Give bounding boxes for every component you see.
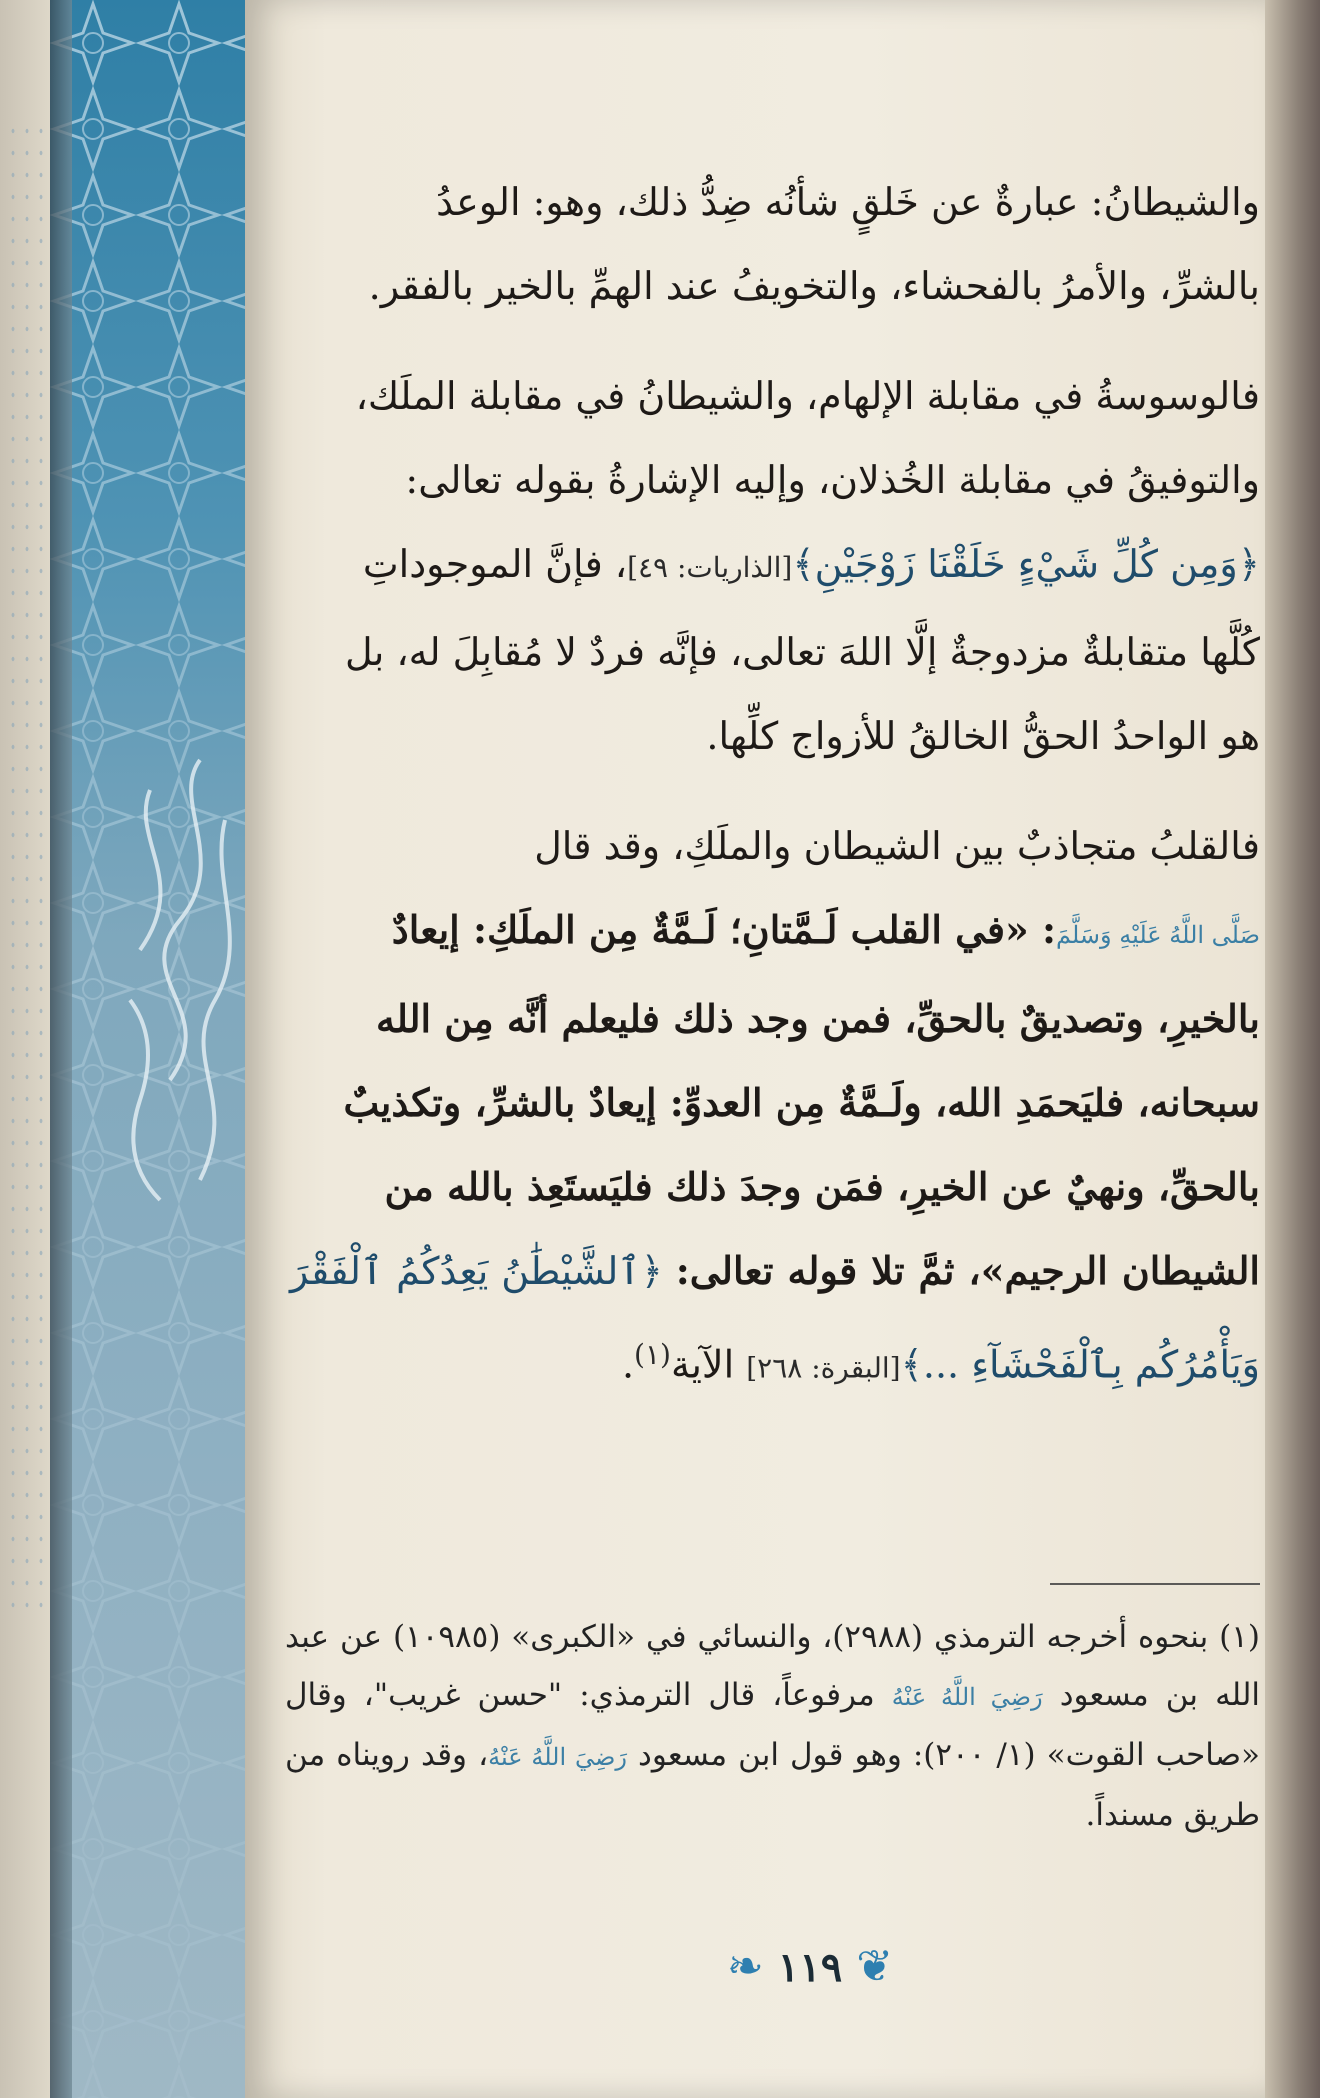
hadith-line-3: سبحانه، فليَحمَدِ الله، ولَـمَّةٌ مِن العدوِّ: إيعادٌ بالشرِّ، وتكذيبٌ <box>343 1080 1260 1125</box>
geometric-star-pattern <box>50 0 265 2098</box>
hadith-line-2: بالخيرِ، وتصديقٌ بالحقِّ، فمن وجد ذلك فليعلم أنَّه مِن الله <box>375 996 1260 1041</box>
p2-line-5: هو الواحدُ الحقُّ الخالقُ للأزواج كلِّها. <box>706 714 1260 758</box>
paragraph-3 <box>290 804 1260 1411</box>
p2-line-2: والتوفيقُ في مقابلة الخُذلان، وإليه الإشارةُ بقوله تعالى: <box>405 458 1260 502</box>
fleuron-icon: ❦ <box>856 1941 894 1992</box>
footnote <box>285 1608 1260 1844</box>
footnote-marker: (١) <box>634 1338 671 1371</box>
verse-reference: [الذاريات: ٤٩] <box>627 551 793 584</box>
footnote-honorific-2: رَضِيَ اللَّهُ عَنْهُ <box>488 1743 627 1771</box>
verse-ayah-word: الآية <box>670 1342 747 1387</box>
paragraph-2 <box>290 354 1260 778</box>
edge-dot-pattern <box>6 120 46 1620</box>
paragraph-1 <box>290 160 1260 328</box>
book-edge-right <box>1265 0 1320 2098</box>
quran-verse: وَمِن كُلِّ شَيْءٍ خَلَقْنَا زَوْجَيْنِ <box>814 542 1238 586</box>
p1-line-2: بالشرِّ، والأمرُ بالفحشاء، والتخويفُ عند الهمِّ بالخير بالفقر. <box>368 264 1260 308</box>
sentence-end: . <box>621 1342 635 1387</box>
hadith-line-1: : «في القلب لَـمَّتانِ؛ لَـمَّةٌ مِن الملَكِ: إيعادٌ <box>391 907 1056 952</box>
verse-reference-2: [البقرة: ٢٦٨] <box>746 1351 901 1385</box>
footnote-divider <box>1050 1583 1260 1585</box>
p2-verse-continuation: ، فإنَّ الموجوداتِ <box>362 542 628 586</box>
quran-open-bracket: ﴿ <box>1237 542 1260 586</box>
main-text <box>290 160 1260 1437</box>
footnote-part-3: ، وقد رويناه من طريق مسنداً. <box>285 1737 1260 1833</box>
p2-line-4: كُلَّها متقابلةٌ مزدوجةٌ إلَّا اللهَ تعالى، فإنَّه فردٌ لا مُقابِلَ له، بل <box>344 630 1260 674</box>
page-number-block <box>690 1932 930 2002</box>
footnote-part-1: (١) بنحوه أخرجه الترمذي (٢٩٨٨)، والنسائي في «الكبرى» (١٠٩٨٥) عن عبد الله بن مسعود <box>285 1619 1261 1713</box>
quran-open-bracket-2: ﴿ <box>640 1249 663 1293</box>
hadith-line-5: الشيطان الرجيم»، ثمَّ تلا قوله تعالى: <box>675 1248 1260 1293</box>
fleuron-icon: ❧ <box>726 1941 764 1992</box>
decorative-pattern-band <box>50 0 265 2098</box>
p2-line-1: فالوسوسةُ في مقابلة الإلهام، والشيطانُ في مقابلة الملَك، <box>355 374 1260 418</box>
footnote-part-2: مرفوعاً، قال الترمذي: "حسن غريب"، وقال «صاحب القوت» (١/ ٢٠٠): وهو قول ابن مسعود <box>285 1677 1260 1773</box>
honorific-salutation: صَلَّى اللَّهُ عَلَيْهِ وَسَلَّمَ <box>1056 921 1260 949</box>
p3-intro: فالقلبُ متجاذبٌ بين الشيطان والملَكِ، وقد قال <box>534 824 1260 868</box>
quran-close-bracket-2: ﴾ <box>900 1342 923 1387</box>
quran-close-bracket: ﴾ <box>792 542 815 586</box>
page-number: ١١٩ <box>777 1943 843 1991</box>
quran-verse-2: ٱلشَّيْطَٰنُ يَعِدُكُمُ ٱلْفَقْرَ وَيَأْمُرُكُم بِٱلْفَحْشَآءِ ... <box>290 1249 1260 1387</box>
page-stack-shadow <box>50 0 72 2098</box>
p1-line-1: والشيطانُ: عبارةٌ عن خَلقٍ شأنُه ضِدُّ ذلك، وهو: الوعدُ <box>436 180 1260 224</box>
hadith-line-4: بالحقِّ، ونهيٌ عن الخيرِ، فمَن وجدَ ذلك فليَستَعِذ بالله من <box>384 1164 1260 1209</box>
footnote-honorific-1: رَضِيَ اللَّهُ عَنْهُ <box>891 1683 1043 1711</box>
